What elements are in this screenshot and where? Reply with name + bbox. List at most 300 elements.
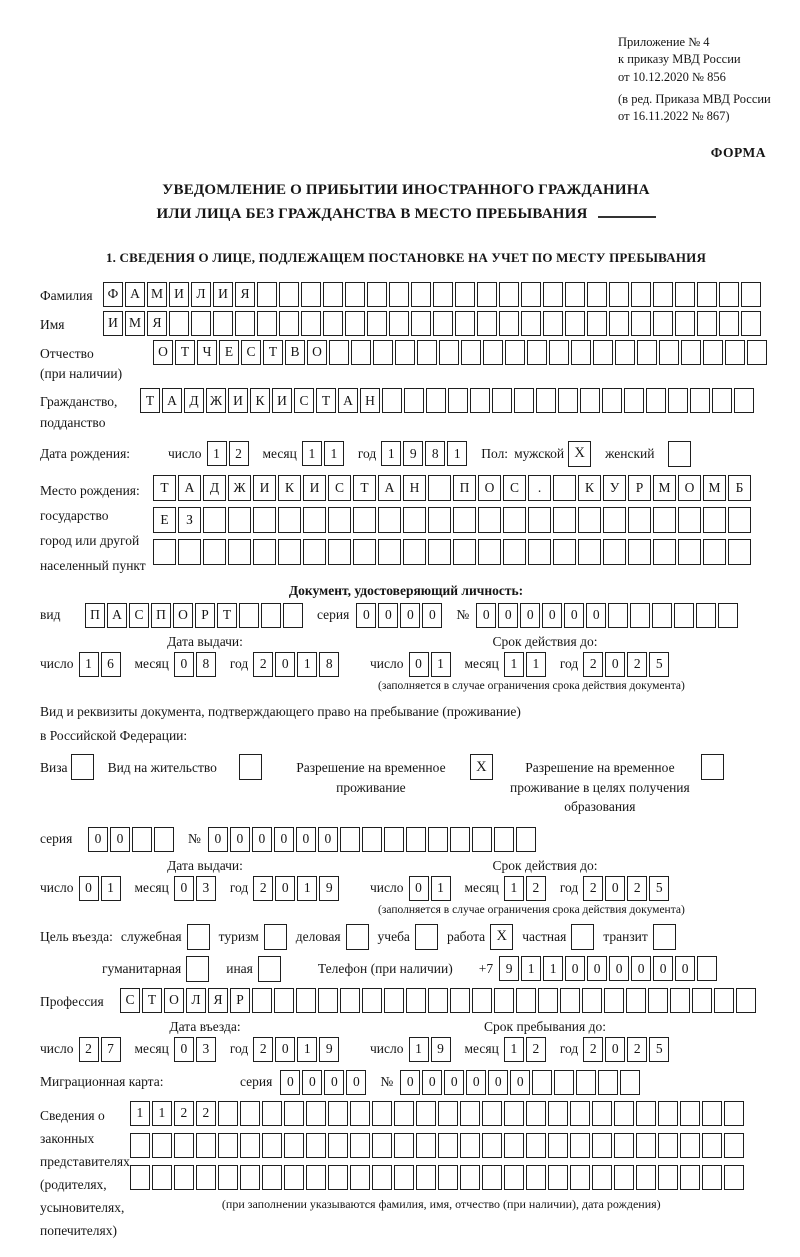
char-cell[interactable] — [702, 1101, 722, 1126]
char-cell[interactable]: 1 — [101, 876, 121, 901]
char-cell[interactable] — [526, 1133, 546, 1158]
char-cell[interactable] — [323, 282, 343, 307]
representatives-cells-1[interactable] — [130, 1101, 746, 1126]
char-cell[interactable] — [253, 507, 276, 533]
edu-permit-checkbox[interactable] — [701, 754, 724, 780]
birth-place-cells-1[interactable] — [153, 475, 753, 501]
char-cell[interactable]: 2 — [229, 441, 249, 466]
char-cell[interactable] — [598, 1070, 618, 1095]
char-cell[interactable]: 2 — [627, 1037, 647, 1062]
char-cell[interactable]: 2 — [583, 876, 603, 901]
char-cell[interactable] — [532, 1070, 552, 1095]
char-cell[interactable]: С — [120, 988, 140, 1013]
char-cell[interactable] — [482, 1101, 502, 1126]
char-cell[interactable]: И — [303, 475, 326, 501]
migration-number-cells[interactable] — [400, 1070, 642, 1095]
char-cell[interactable]: Ч — [197, 340, 217, 365]
char-cell[interactable] — [631, 311, 651, 336]
char-cell[interactable]: Т — [140, 388, 160, 413]
char-cell[interactable] — [658, 1133, 678, 1158]
char-cell[interactable] — [560, 988, 580, 1013]
char-cell[interactable]: У — [603, 475, 626, 501]
char-cell[interactable]: 1 — [431, 876, 451, 901]
char-cell[interactable] — [565, 282, 585, 307]
char-cell[interactable] — [725, 340, 745, 365]
char-cell[interactable] — [240, 1133, 260, 1158]
purpose-work-checkbox[interactable]: X — [490, 924, 513, 950]
char-cell[interactable] — [603, 507, 626, 533]
char-cell[interactable] — [703, 539, 726, 565]
char-cell[interactable]: К — [578, 475, 601, 501]
char-cell[interactable] — [670, 988, 690, 1013]
char-cell[interactable]: 3 — [196, 876, 216, 901]
issue-day-cells[interactable] — [79, 876, 123, 901]
number-blank-line[interactable] — [598, 206, 656, 218]
char-cell[interactable] — [504, 1101, 524, 1126]
char-cell[interactable] — [636, 1133, 656, 1158]
char-cell[interactable]: А — [178, 475, 201, 501]
char-cell[interactable] — [382, 388, 402, 413]
char-cell[interactable]: А — [107, 603, 127, 628]
char-cell[interactable] — [587, 282, 607, 307]
char-cell[interactable] — [602, 388, 622, 413]
char-cell[interactable]: А — [338, 388, 358, 413]
char-cell[interactable] — [428, 475, 451, 501]
char-cell[interactable]: М — [147, 282, 167, 307]
given-name-cells[interactable] — [103, 311, 763, 336]
char-cell[interactable] — [609, 282, 629, 307]
char-cell[interactable]: Р — [628, 475, 651, 501]
char-cell[interactable] — [350, 1165, 370, 1190]
char-cell[interactable]: К — [278, 475, 301, 501]
expiry-day-cells[interactable] — [409, 652, 453, 677]
char-cell[interactable] — [328, 507, 351, 533]
char-cell[interactable] — [169, 311, 189, 336]
char-cell[interactable] — [478, 539, 501, 565]
char-cell[interactable]: 3 — [196, 1037, 216, 1062]
char-cell[interactable] — [719, 282, 739, 307]
doc-type-cells[interactable] — [85, 603, 305, 628]
char-cell[interactable] — [592, 1165, 612, 1190]
char-cell[interactable] — [328, 1133, 348, 1158]
char-cell[interactable] — [728, 507, 751, 533]
char-cell[interactable]: 8 — [196, 652, 216, 677]
char-cell[interactable] — [460, 1133, 480, 1158]
char-cell[interactable] — [526, 1101, 546, 1126]
char-cell[interactable] — [340, 988, 360, 1013]
entry-month-cells[interactable] — [174, 1037, 218, 1062]
residence-number-cells[interactable] — [208, 827, 538, 852]
char-cell[interactable] — [394, 1101, 414, 1126]
char-cell[interactable] — [505, 340, 525, 365]
issue-month-cells[interactable] — [174, 652, 218, 677]
char-cell[interactable] — [636, 1165, 656, 1190]
until-day-cells[interactable] — [409, 1037, 453, 1062]
char-cell[interactable] — [448, 388, 468, 413]
char-cell[interactable] — [240, 1101, 260, 1126]
char-cell[interactable]: Н — [403, 475, 426, 501]
char-cell[interactable]: О — [173, 603, 193, 628]
char-cell[interactable]: П — [85, 603, 105, 628]
char-cell[interactable] — [482, 1133, 502, 1158]
char-cell[interactable]: 0 — [653, 956, 673, 981]
char-cell[interactable] — [492, 388, 512, 413]
char-cell[interactable] — [274, 988, 294, 1013]
char-cell[interactable] — [417, 340, 437, 365]
char-cell[interactable] — [615, 340, 635, 365]
char-cell[interactable]: Н — [360, 388, 380, 413]
char-cell[interactable] — [703, 340, 723, 365]
char-cell[interactable]: Л — [191, 282, 211, 307]
char-cell[interactable]: 0 — [252, 827, 272, 852]
char-cell[interactable] — [455, 282, 475, 307]
char-cell[interactable] — [306, 1101, 326, 1126]
char-cell[interactable]: 2 — [253, 1037, 273, 1062]
char-cell[interactable] — [582, 988, 602, 1013]
char-cell[interactable]: 1 — [381, 441, 401, 466]
char-cell[interactable] — [565, 311, 585, 336]
char-cell[interactable]: 0 — [378, 603, 398, 628]
char-cell[interactable] — [630, 603, 650, 628]
char-cell[interactable]: И — [169, 282, 189, 307]
char-cell[interactable] — [395, 340, 415, 365]
char-cell[interactable] — [283, 603, 303, 628]
citizenship-cells[interactable] — [140, 388, 756, 413]
char-cell[interactable] — [416, 1165, 436, 1190]
char-cell[interactable] — [674, 603, 694, 628]
char-cell[interactable]: 0 — [675, 956, 695, 981]
issue-day-cells[interactable] — [79, 652, 123, 677]
char-cell[interactable] — [301, 311, 321, 336]
char-cell[interactable]: 0 — [296, 827, 316, 852]
char-cell[interactable] — [472, 827, 492, 852]
char-cell[interactable]: 0 — [498, 603, 518, 628]
char-cell[interactable] — [438, 1165, 458, 1190]
char-cell[interactable] — [604, 988, 624, 1013]
char-cell[interactable] — [228, 539, 251, 565]
char-cell[interactable] — [460, 1101, 480, 1126]
doc-number-cells[interactable] — [476, 603, 740, 628]
char-cell[interactable] — [153, 539, 176, 565]
char-cell[interactable]: И — [253, 475, 276, 501]
char-cell[interactable]: 1 — [324, 441, 344, 466]
char-cell[interactable] — [553, 507, 576, 533]
char-cell[interactable] — [521, 311, 541, 336]
char-cell[interactable] — [174, 1133, 194, 1158]
char-cell[interactable] — [653, 507, 676, 533]
char-cell[interactable] — [543, 282, 563, 307]
char-cell[interactable]: 9 — [319, 876, 339, 901]
char-cell[interactable]: 0 — [422, 1070, 442, 1095]
char-cell[interactable] — [603, 539, 626, 565]
char-cell[interactable]: П — [453, 475, 476, 501]
doc-series-cells[interactable] — [356, 603, 444, 628]
char-cell[interactable] — [433, 311, 453, 336]
char-cell[interactable]: 0 — [174, 652, 194, 677]
char-cell[interactable] — [681, 340, 701, 365]
char-cell[interactable] — [404, 388, 424, 413]
char-cell[interactable]: Б — [728, 475, 751, 501]
char-cell[interactable] — [362, 988, 382, 1013]
char-cell[interactable]: Т — [316, 388, 336, 413]
char-cell[interactable] — [608, 603, 628, 628]
char-cell[interactable] — [428, 988, 448, 1013]
char-cell[interactable]: 9 — [499, 956, 519, 981]
char-cell[interactable] — [152, 1133, 172, 1158]
char-cell[interactable]: 5 — [649, 1037, 669, 1062]
char-cell[interactable] — [461, 340, 481, 365]
char-cell[interactable] — [218, 1165, 238, 1190]
char-cell[interactable]: С — [294, 388, 314, 413]
char-cell[interactable]: 1 — [504, 876, 524, 901]
char-cell[interactable] — [384, 988, 404, 1013]
char-cell[interactable]: 0 — [230, 827, 250, 852]
char-cell[interactable]: А — [378, 475, 401, 501]
char-cell[interactable]: 0 — [400, 603, 420, 628]
char-cell[interactable]: Р — [195, 603, 215, 628]
char-cell[interactable]: 2 — [526, 1037, 546, 1062]
char-cell[interactable]: 1 — [130, 1101, 150, 1126]
char-cell[interactable] — [196, 1133, 216, 1158]
char-cell[interactable]: 5 — [649, 652, 669, 677]
char-cell[interactable] — [345, 282, 365, 307]
char-cell[interactable] — [213, 311, 233, 336]
purpose-business-checkbox[interactable] — [346, 924, 369, 950]
char-cell[interactable]: 0 — [302, 1070, 322, 1095]
char-cell[interactable]: 0 — [422, 603, 442, 628]
char-cell[interactable] — [553, 475, 576, 501]
char-cell[interactable] — [262, 1101, 282, 1126]
char-cell[interactable] — [353, 507, 376, 533]
char-cell[interactable]: А — [125, 282, 145, 307]
char-cell[interactable] — [340, 827, 360, 852]
char-cell[interactable] — [450, 988, 470, 1013]
until-month-cells[interactable] — [504, 1037, 548, 1062]
char-cell[interactable] — [453, 507, 476, 533]
expiry-year-cells[interactable] — [583, 652, 671, 677]
char-cell[interactable] — [389, 311, 409, 336]
char-cell[interactable] — [154, 827, 174, 852]
char-cell[interactable] — [378, 507, 401, 533]
char-cell[interactable] — [403, 539, 426, 565]
char-cell[interactable] — [350, 1101, 370, 1126]
char-cell[interactable] — [257, 282, 277, 307]
char-cell[interactable] — [526, 1165, 546, 1190]
purpose-official-checkbox[interactable] — [187, 924, 210, 950]
char-cell[interactable]: 6 — [101, 652, 121, 677]
char-cell[interactable] — [714, 988, 734, 1013]
birth-place-cells-3[interactable] — [153, 539, 753, 565]
char-cell[interactable] — [718, 603, 738, 628]
char-cell[interactable] — [646, 388, 666, 413]
char-cell[interactable]: 0 — [110, 827, 130, 852]
char-cell[interactable] — [411, 282, 431, 307]
char-cell[interactable] — [257, 311, 277, 336]
char-cell[interactable]: 0 — [476, 603, 496, 628]
char-cell[interactable] — [191, 311, 211, 336]
char-cell[interactable] — [203, 539, 226, 565]
char-cell[interactable] — [587, 311, 607, 336]
char-cell[interactable] — [697, 956, 717, 981]
char-cell[interactable] — [438, 1101, 458, 1126]
char-cell[interactable] — [543, 311, 563, 336]
char-cell[interactable] — [196, 1165, 216, 1190]
char-cell[interactable]: 1 — [79, 652, 99, 677]
issue-month-cells[interactable] — [174, 876, 218, 901]
char-cell[interactable] — [514, 388, 534, 413]
char-cell[interactable]: Т — [217, 603, 237, 628]
char-cell[interactable]: Л — [186, 988, 206, 1013]
char-cell[interactable] — [306, 1133, 326, 1158]
char-cell[interactable]: С — [503, 475, 526, 501]
char-cell[interactable] — [675, 311, 695, 336]
char-cell[interactable]: 2 — [196, 1101, 216, 1126]
char-cell[interactable] — [318, 988, 338, 1013]
char-cell[interactable] — [549, 340, 569, 365]
char-cell[interactable] — [648, 988, 668, 1013]
char-cell[interactable]: И — [272, 388, 292, 413]
char-cell[interactable]: Т — [353, 475, 376, 501]
patronymic-cells[interactable] — [153, 340, 769, 365]
char-cell[interactable]: 2 — [253, 652, 273, 677]
char-cell[interactable]: 0 — [275, 876, 295, 901]
char-cell[interactable] — [416, 1101, 436, 1126]
char-cell[interactable]: 0 — [324, 1070, 344, 1095]
char-cell[interactable]: 0 — [542, 603, 562, 628]
char-cell[interactable]: 9 — [431, 1037, 451, 1062]
char-cell[interactable]: О — [153, 340, 173, 365]
char-cell[interactable]: 0 — [280, 1070, 300, 1095]
char-cell[interactable] — [240, 1165, 260, 1190]
char-cell[interactable]: 9 — [403, 441, 423, 466]
char-cell[interactable] — [571, 340, 591, 365]
char-cell[interactable]: О — [307, 340, 327, 365]
char-cell[interactable] — [626, 988, 646, 1013]
char-cell[interactable] — [703, 507, 726, 533]
char-cell[interactable] — [592, 1133, 612, 1158]
char-cell[interactable]: Д — [184, 388, 204, 413]
char-cell[interactable] — [668, 388, 688, 413]
char-cell[interactable]: 1 — [409, 1037, 429, 1062]
char-cell[interactable]: 0 — [520, 603, 540, 628]
char-cell[interactable] — [403, 507, 426, 533]
char-cell[interactable] — [218, 1133, 238, 1158]
char-cell[interactable] — [528, 507, 551, 533]
entry-day-cells[interactable] — [79, 1037, 123, 1062]
char-cell[interactable] — [620, 1070, 640, 1095]
issue-year-cells[interactable] — [253, 876, 341, 901]
char-cell[interactable]: 0 — [174, 1037, 194, 1062]
char-cell[interactable]: 0 — [565, 956, 585, 981]
char-cell[interactable] — [367, 282, 387, 307]
char-cell[interactable]: К — [250, 388, 270, 413]
char-cell[interactable] — [570, 1165, 590, 1190]
char-cell[interactable] — [680, 1133, 700, 1158]
residence-permit-checkbox[interactable] — [239, 754, 262, 780]
char-cell[interactable] — [353, 539, 376, 565]
char-cell[interactable] — [499, 282, 519, 307]
char-cell[interactable] — [628, 539, 651, 565]
char-cell[interactable] — [696, 603, 716, 628]
char-cell[interactable] — [576, 1070, 596, 1095]
char-cell[interactable]: А — [162, 388, 182, 413]
char-cell[interactable] — [203, 507, 226, 533]
char-cell[interactable] — [624, 388, 644, 413]
char-cell[interactable] — [675, 282, 695, 307]
char-cell[interactable] — [235, 311, 255, 336]
char-cell[interactable]: 2 — [627, 876, 647, 901]
char-cell[interactable] — [636, 1101, 656, 1126]
char-cell[interactable]: С — [129, 603, 149, 628]
char-cell[interactable]: 0 — [208, 827, 228, 852]
char-cell[interactable] — [658, 1165, 678, 1190]
until-year-cells[interactable] — [583, 1037, 671, 1062]
char-cell[interactable]: 0 — [631, 956, 651, 981]
char-cell[interactable]: О — [478, 475, 501, 501]
char-cell[interactable] — [406, 827, 426, 852]
char-cell[interactable] — [678, 507, 701, 533]
expiry-year-cells[interactable] — [583, 876, 671, 901]
char-cell[interactable] — [483, 340, 503, 365]
char-cell[interactable]: 0 — [466, 1070, 486, 1095]
char-cell[interactable]: С — [328, 475, 351, 501]
char-cell[interactable] — [328, 1101, 348, 1126]
char-cell[interactable] — [303, 539, 326, 565]
char-cell[interactable]: 0 — [444, 1070, 464, 1095]
char-cell[interactable] — [278, 507, 301, 533]
char-cell[interactable] — [504, 1165, 524, 1190]
char-cell[interactable] — [719, 311, 739, 336]
char-cell[interactable] — [558, 388, 578, 413]
char-cell[interactable]: С — [241, 340, 261, 365]
char-cell[interactable] — [262, 1133, 282, 1158]
char-cell[interactable] — [329, 340, 349, 365]
char-cell[interactable] — [439, 340, 459, 365]
visa-checkbox[interactable] — [71, 754, 94, 780]
representatives-cells-3[interactable] — [130, 1165, 746, 1190]
purpose-humanitarian-checkbox[interactable] — [186, 956, 209, 982]
char-cell[interactable]: 7 — [101, 1037, 121, 1062]
char-cell[interactable]: 0 — [605, 1037, 625, 1062]
char-cell[interactable]: Ж — [228, 475, 251, 501]
char-cell[interactable] — [702, 1133, 722, 1158]
char-cell[interactable] — [578, 539, 601, 565]
char-cell[interactable]: И — [103, 311, 123, 336]
char-cell[interactable] — [261, 603, 281, 628]
char-cell[interactable]: Я — [208, 988, 228, 1013]
char-cell[interactable] — [378, 539, 401, 565]
sex-male-checkbox[interactable]: X — [568, 441, 591, 467]
char-cell[interactable]: 0 — [409, 876, 429, 901]
char-cell[interactable] — [724, 1165, 744, 1190]
char-cell[interactable] — [702, 1165, 722, 1190]
char-cell[interactable]: Т — [153, 475, 176, 501]
char-cell[interactable] — [680, 1101, 700, 1126]
char-cell[interactable] — [503, 507, 526, 533]
char-cell[interactable] — [609, 311, 629, 336]
char-cell[interactable]: 0 — [409, 652, 429, 677]
char-cell[interactable] — [570, 1133, 590, 1158]
issue-year-cells[interactable] — [253, 652, 341, 677]
expiry-month-cells[interactable] — [504, 652, 548, 677]
char-cell[interactable] — [384, 827, 404, 852]
char-cell[interactable] — [174, 1165, 194, 1190]
char-cell[interactable]: Ф — [103, 282, 123, 307]
char-cell[interactable] — [521, 282, 541, 307]
phone-cells[interactable] — [499, 956, 719, 981]
char-cell[interactable]: Д — [203, 475, 226, 501]
char-cell[interactable]: 2 — [583, 1037, 603, 1062]
